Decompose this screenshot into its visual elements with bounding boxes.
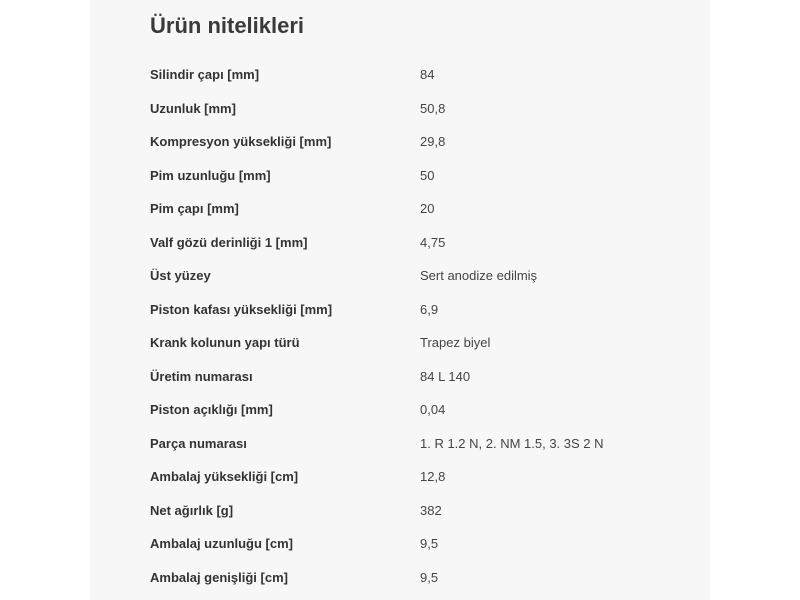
spec-label: Üst yüzey (150, 268, 211, 284)
spec-label: Piston açıklığı [mm] (150, 402, 273, 418)
spec-label: Piston kafası yüksekliği [mm] (150, 301, 333, 317)
spec-value: 20 (420, 201, 435, 217)
spec-label: Pim uzunluğu [mm] (150, 167, 271, 183)
spec-row (150, 460, 690, 494)
spec-row (150, 159, 690, 193)
spec-row (150, 58, 690, 92)
spec-list (150, 58, 690, 594)
spec-value: 84 (420, 67, 435, 83)
spec-label: Valf gözü derinliği 1 [mm] (150, 234, 308, 250)
spec-value: 9,5 (420, 569, 439, 585)
spec-row (150, 527, 690, 561)
spec-label: Ambalaj uzunluğu [cm] (150, 536, 293, 552)
spec-row (150, 125, 690, 159)
spec-value: 1. R 1.2 N, 2. NM 1.5, 3. 3S 2 N (420, 435, 604, 451)
spec-row (150, 326, 690, 360)
spec-value: Trapez biyel (420, 335, 491, 351)
spec-value: 50,8 (420, 100, 446, 116)
spec-row (150, 494, 690, 528)
spec-value: 84 L 140 (420, 368, 471, 384)
spec-row (150, 427, 690, 461)
spec-label: Ambalaj genişliği [cm] (150, 569, 288, 585)
spec-value: 4,75 (420, 234, 446, 250)
spec-row (150, 360, 690, 394)
spec-label: Net ağırlık [g] (150, 502, 234, 518)
spec-value: 29,8 (420, 134, 446, 150)
spec-label: Silindir çapı [mm] (150, 67, 260, 83)
spec-row (150, 259, 690, 293)
product-attributes-panel (90, 0, 710, 600)
spec-value: 9,5 (420, 536, 439, 552)
spec-row (150, 293, 690, 327)
spec-row (150, 393, 690, 427)
spec-value: 12,8 (420, 469, 446, 485)
spec-value: 50 (420, 167, 435, 183)
spec-value: 382 (420, 502, 442, 518)
spec-row (150, 92, 690, 126)
spec-label: Pim çapı [mm] (150, 201, 239, 217)
spec-row (150, 226, 690, 260)
section-title: Ürün nitelikleri (150, 13, 305, 38)
spec-row (150, 192, 690, 226)
spec-label: Krank kolunun yapı türü (150, 335, 300, 351)
spec-row (150, 561, 690, 595)
spec-value: 6,9 (420, 301, 439, 317)
spec-value: 0,04 (420, 402, 446, 418)
spec-label: Ambalaj yüksekliği [cm] (150, 469, 299, 485)
spec-label: Kompresyon yüksekliği [mm] (150, 134, 332, 150)
spec-label: Parça numarası (150, 435, 247, 451)
spec-label: Uzunluk [mm] (150, 100, 236, 116)
spec-value: Sert anodize edilmiş (420, 268, 538, 284)
spec-label: Üretim numarası (150, 368, 253, 384)
